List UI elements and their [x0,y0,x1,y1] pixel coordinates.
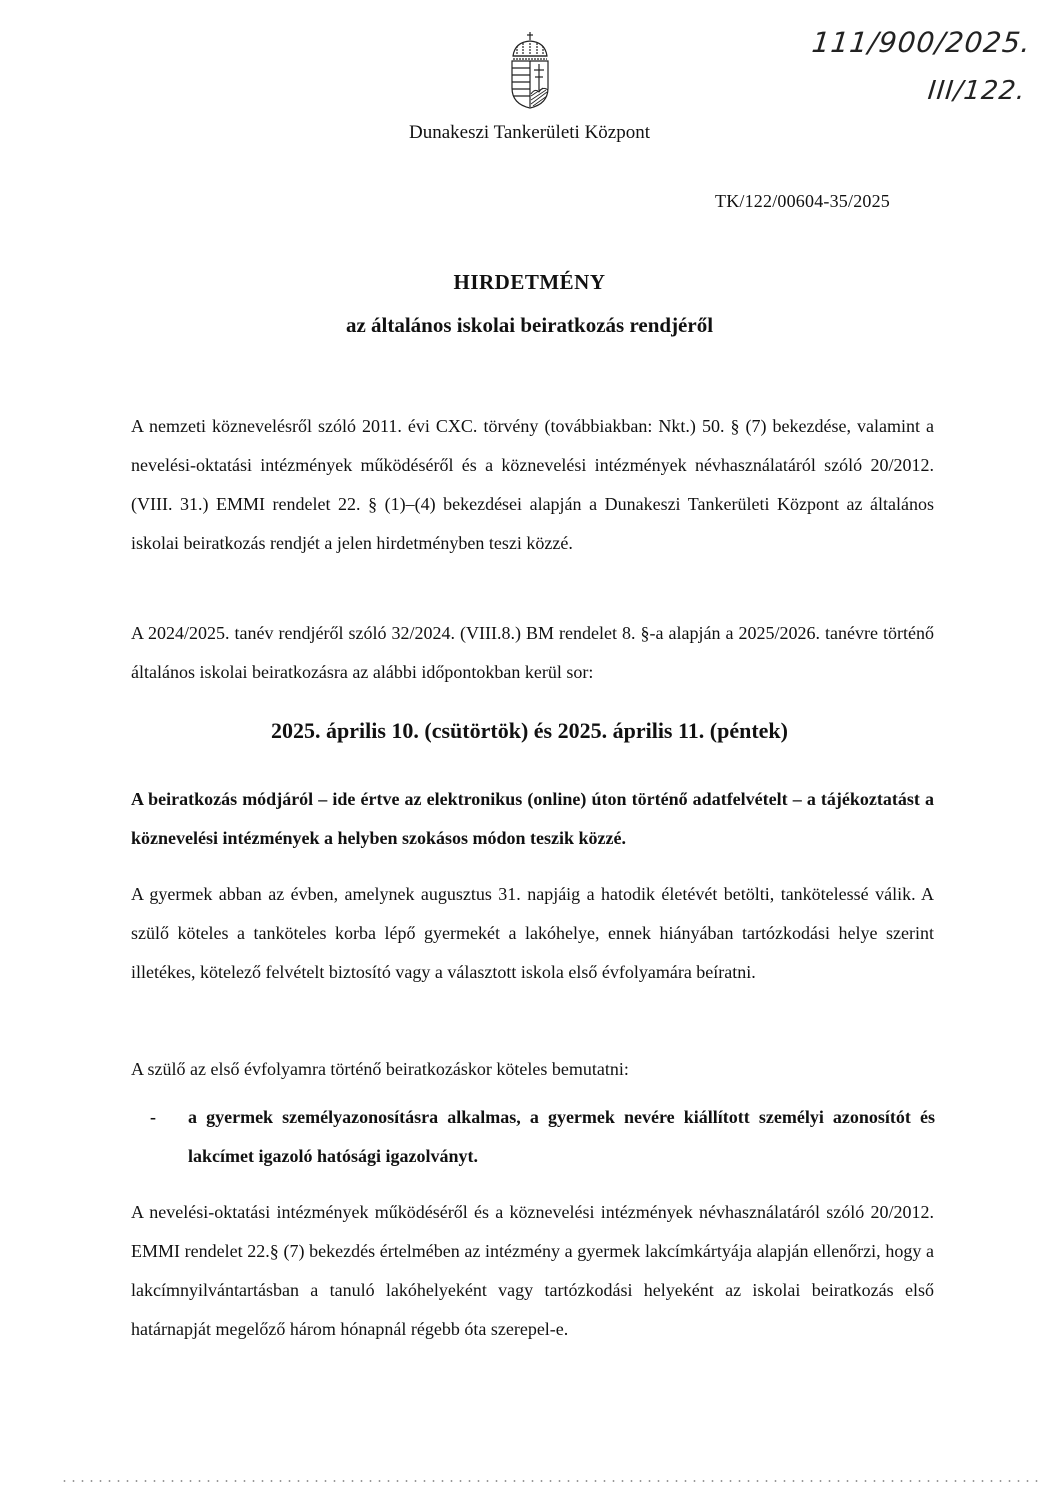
enrollment-dates: 2025. április 10. (csütörtök) és 2025. április 11. (péntek) [271,718,788,743]
paragraph-address-verification: A nevelési-oktatási intézmények működéséről és a köznevelési intézmények névhasználatáról szóló 20/2012. EMMI rendelet 22.§ (7) bekezdés értelmében az intézmény a gyermek lakcímkártyája alapján ellenőrzi, hogy a lakcímnyilvántartásban a tanuló lakóhelyeként vagy tartózkodási helyeként az iskolai beiratkozás első határnapját megelőző három hónapnál régebb óta szerepel-e. [131,1202,934,1339]
paragraph-compulsory-schooling: A gyermek abban az évben, amelynek augusztus 31. napjáig a hatodik életévét betölti, tankötelessé válik. A szülő köteles a tanköteles korba lépő gyermekét a lakóhelye, ennek hiányában tartózkodási helye szerint illetékes, kötelező felvételt biztosító vagy a választott iskola első évfolyamára beíratni. [131,884,934,982]
enrollment-method-notice: A beiratkozás módjáról – ide értve az elektronikus (online) úton történő adatfelvételt – a tájékoztatást a köznevelési intézmények a helyben szokásos módon teszik közzé. [131,789,934,848]
organization-name: Dunakeszi Tankerületi Központ [408,122,651,143]
document-subtitle: az általános iskolai beiratkozás rendjéről [345,313,714,337]
reference-number: TK/122/00604-35/2025 [715,191,890,211]
paragraph-legal-basis: A nemzeti köznevelésről szóló 2011. évi CXC. törvény (továbbiakban: Nkt.) 50. § (7) bekezdése, valamint a nevelési-oktatási intézmények működéséről és a köznevelési intézmények névhasználatáról szóló 20/2012. (VIII. 31.) EMMI rendelet 22. § (1)–(4) bekezdései alapján a Dunakeszi Tankerületi Központ az általános iskolai beiratkozás rendjét a jelen hirdetményben teszi közzé. [131,416,934,553]
paragraph-schedule-intro: A 2024/2025. tanév rendjéről szóló 32/2024. (VIII.8.) BM rendelet 8. §-a alapján a 2025/2026. tanévre történő általános iskolai beiratkozásra az alábbi időpontokban kerül sor: [131,623,934,682]
required-document-item [150,1098,935,1176]
handwritten-registry-subnumber: III/122. [926,76,1028,106]
required-document-text: a gyermek személyazonosításra alkalmas, a gyermek nevére kiállított személyi azonosítót és lakcímet igazoló hatósági igazolványt. [188,1107,935,1166]
paragraph-required-documents-intro: A szülő az első évfolyamra történő beiratkozáskor köteles bemutatni: [131,1059,629,1079]
bullet-dash: - [150,1107,156,1127]
document-title: HIRDETMÉNY [453,270,606,294]
scan-artifact-dotted-line [60,1480,1040,1482]
hungarian-coat-of-arms-icon [505,30,555,110]
handwritten-registry-number: 111/900/2025. [810,26,1033,59]
